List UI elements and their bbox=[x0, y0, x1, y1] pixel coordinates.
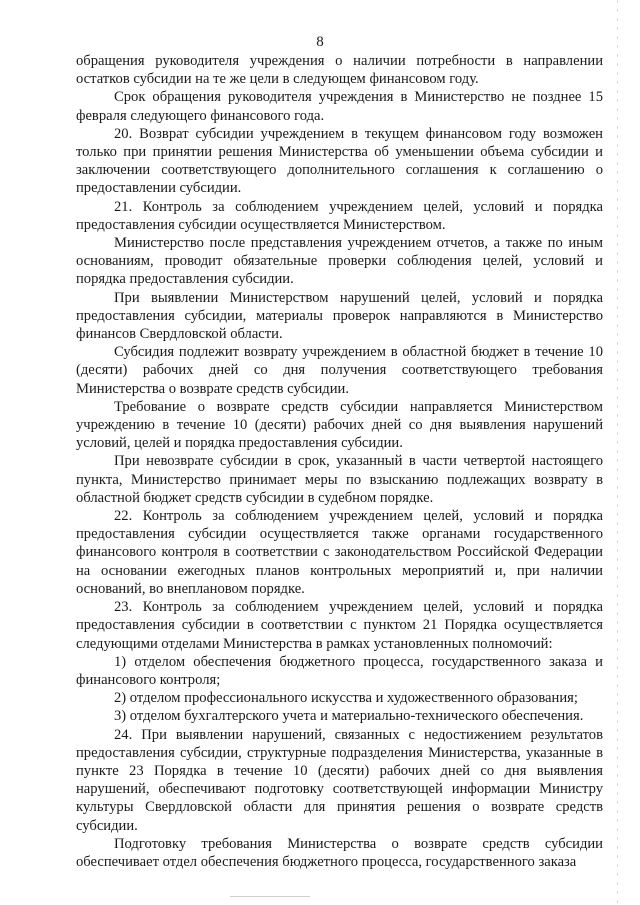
scan-bottom-mark bbox=[230, 896, 310, 897]
paragraph: Субсидия подлежит возврату учреждением в областной бюджет в течение 10 (десяти) рабочих дней со дня получения соответствующего требования Министерства о возврате средств субсидии. bbox=[76, 344, 603, 397]
paragraph-item-24: 24. При выявлении нарушений, связанных с недостижением результатов предоставления субсидии, структурные подразделения Министерства, указанные в пункте 23 Порядка в течение 10 (десяти) рабочих дней со дня выявления нарушений, обеспечивают подготовку соответствующей информации Министру культуры Свердловской области для принятия решения о возврате средств субсидии. bbox=[76, 726, 603, 834]
paragraph: При невозврате субсидии в срок, указанный в части четвертой настоящего пункта, Министерство принимает меры по взысканию подлежащих возврату в областной бюджет средств субсидии в судебном порядке. bbox=[76, 453, 603, 506]
list-item: 1) отделом обеспечения бюджетного процесса, государственного заказа и финансового контроля; bbox=[76, 653, 603, 688]
paragraph-item-21: 21. Контроль за соблюдением учреждением целей, условий и порядка предоставления субсидии осуществляется Министерством. bbox=[76, 198, 603, 233]
paragraph: Министерство после представления учреждением отчетов, а также по иным основаниям, проводит обязательные проверки соблюдения целей, условий и порядка предоставления субсидии. bbox=[76, 235, 603, 288]
paragraph: Требование о возврате средств субсидии направляется Министерством учреждению в течение 10 (десяти) рабочих дней со дня выявления нарушений условий, целей и порядка предоставления субсидии. bbox=[76, 398, 603, 452]
list-item: 2) отделом профессионального искусства и художественного образования; bbox=[114, 690, 578, 707]
paragraph-item-23: 23. Контроль за соблюдением учреждением целей, условий и порядка предоставления субсидии в соответствии с пунктом 21 Порядка осуществляется следующими отделами Министерства в рамках установленных полномочий: bbox=[76, 599, 603, 652]
paragraph-item-20: 20. Возврат субсидии учреждением в текущем финансовом году возможен только при принятии решения Министерства об уменьшении объема субсидии и заключении соответствующего дополнительного соглашения к соглашению о предоставлении субсидии. bbox=[76, 125, 603, 197]
paragraph: При выявлении Министерством нарушений целей, условий и порядка предоставления субсидии, материалы проверок направляются в Министерство финансов Свердловской области. bbox=[76, 289, 603, 343]
paragraph: Срок обращения руководителя учреждения в Министерство не позднее 15 февраля следующего финансового года. bbox=[76, 89, 603, 124]
list-item: 3) отделом бухгалтерского учета и материально-технического обеспечения. bbox=[114, 708, 584, 725]
page-number: 8 bbox=[316, 34, 324, 50]
paragraph: Подготовку требования Министерства о возврате средств субсидии обеспечивает отдел обеспечения бюджетного процесса, государственного заказа bbox=[76, 835, 603, 870]
paragraph-item-22: 22. Контроль за соблюдением учреждением целей, условий и порядка предоставления субсидии осуществляется также органами государственного финансового контроля в соответствии с законодательством Российской Федерации на основании ежегодных планов контрольных мероприятий и, при наличии оснований, во внеплановом порядке. bbox=[76, 508, 603, 597]
document-body bbox=[76, 52, 603, 871]
scan-edge-mark bbox=[617, 0, 618, 905]
paragraph-continuation: обращения руководителя учреждения о наличии потребности в направлении остатков субсидии на те же цели в следующем финансовом году. bbox=[76, 53, 603, 88]
